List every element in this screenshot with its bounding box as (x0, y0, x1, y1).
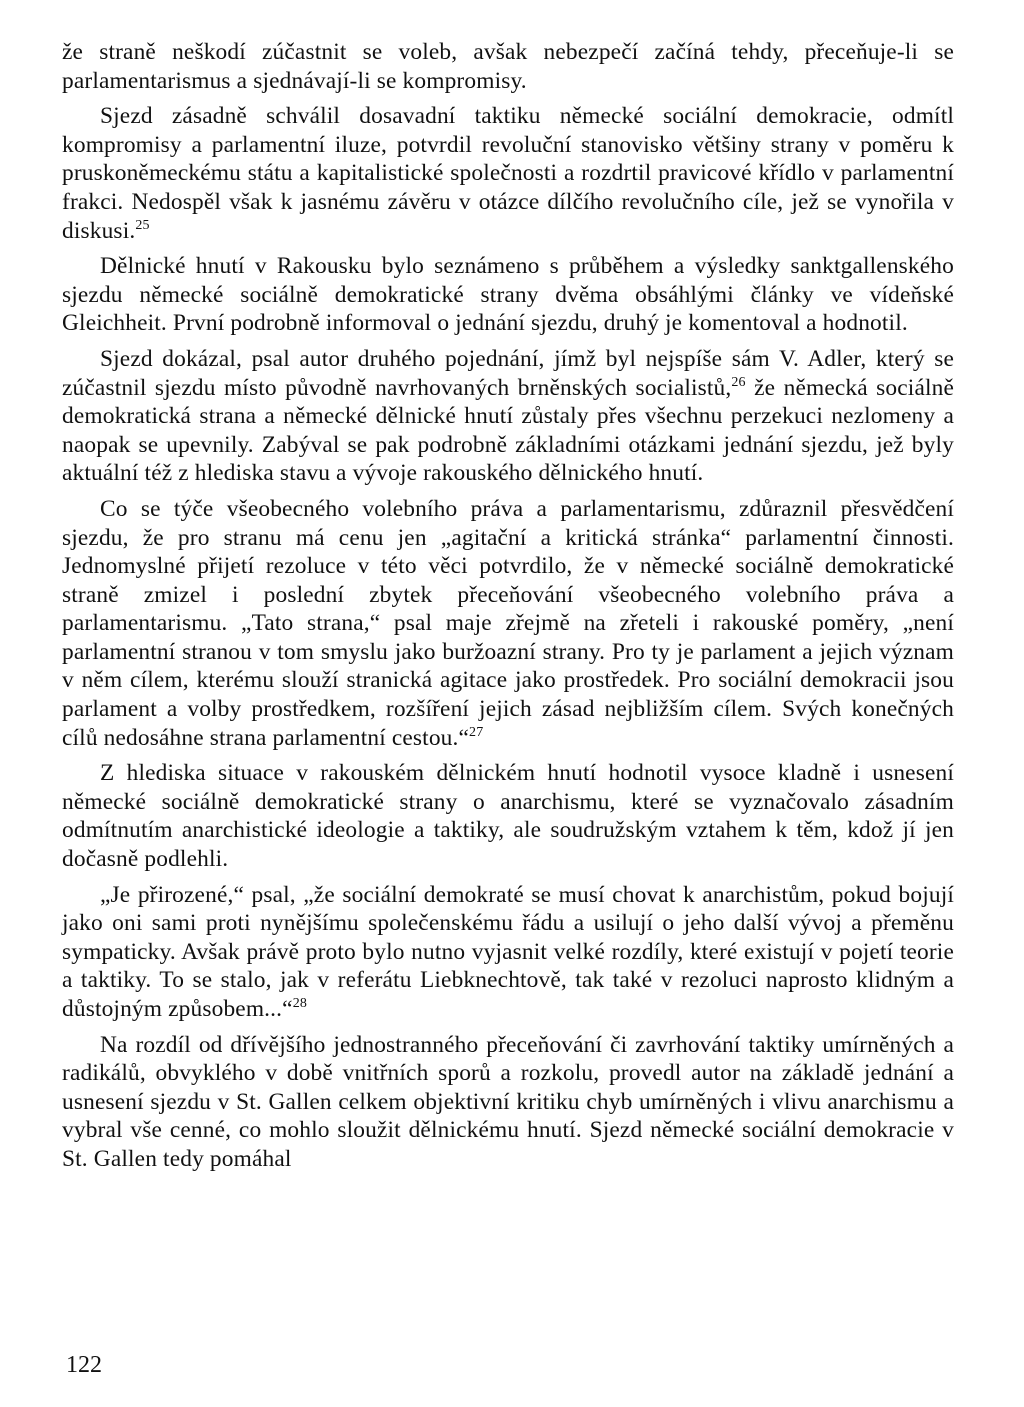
footnote-marker-27: 27 (469, 724, 484, 740)
footnote-marker-26: 26 (731, 374, 746, 390)
paragraph-1-text: že straně neškodí zúčastnit se voleb, avšak nebezpečí začíná tehdy, přeceňuje-li se parlamentarismus a sjednávají-li se kompromisy. (62, 39, 954, 94)
paragraph-3-text: Dělnické hnutí v Rakousku bylo seznámeno s průběhem a výsledky sanktgallenského sjezdu německé sociálně demokratické strany dvěma obsáhlými články ve vídeňské Gleichheit. První podrobně informoval o jednání sjezdu, druhý je komentoval a hodnotil. (62, 253, 954, 337)
paragraph-5 (62, 495, 954, 752)
paragraph-6-text: Z hlediska situace v rakouském dělnickém hnutí hodnotil vysoce kladně i usnesení německé sociálně demokratické strany o anarchismu, které se vyznačovalo zásadním odmítnutím anarchistické ideologie a taktiky, ale soudružským vztahem k těm, kdož jí jen dočasně podlehli. (62, 760, 954, 873)
paragraph-8-text: Na rozdíl od dřívějšího jednostranného přeceňování či zavrhování taktiky umírněných a radikálů, obvyklého v době vnitřních sporů a rozkolu, provedl autor na základě jednání a usnesení sjezdu v St. Gallen celkem objektivní kritiku chyb umírněných i vlivu anarchismu a vybral vše cenné, co mohlo sloužit dělnickému hnutí. Sjezd německé sociální demokracie v St. Gallen tedy pomáhal (62, 1031, 954, 1172)
page-body (62, 38, 954, 1181)
footnote-marker-28: 28 (292, 996, 307, 1012)
paragraph-4-text-after: že německá sociálně demokratická strana a německé dělnické hnutí zůstaly přes všechnu perzekuci nezlomeny a naopak se upevnily. Zabýval se pak podrobně základními otázkami jednání sjezdu, jež byly aktuální též z hlediska stavu a vývoje rakouského dělnického hnutí. (62, 374, 954, 487)
paragraph-3 (62, 252, 954, 338)
paragraph-5-text: Co se týče všeobecného volebního práva a parlamentarismu, zdůraznil přesvědčení sjezdu, že pro stranu má cenu jen „agitační a kritická stránka“ parlamentní činnosti. Jednomyslné přijetí rezoluce v této věci potvrdilo, že v německé sociálně demokratické straně zmizel i poslední zbytek přeceňování všeobecného volebního práva a parlamentarismu. „Tato strana,“ psal maje zřejmě na zřeteli i rakouské poměry, „není parlamentní stranou v tom smyslu jako buržoazní strany. Pro ty je parlament a jejich význam v něm cílem, kterému slouží stranická agitace jako prostředek. Pro sociální demokracii jsou parlament a volby prostředkem, rozšíření jejich zásad nejbližším cílem. Svých konečných cílů nedosáhne strana parlamentní cestou.“ (62, 495, 954, 751)
paragraph-2 (62, 102, 954, 245)
page-number: 122 (66, 1352, 102, 1378)
paragraph-6 (62, 759, 954, 873)
paragraph-1 (62, 38, 954, 95)
paragraph-4-text-before: Sjezd dokázal, psal autor druhého pojednání, jímž byl nejspíše sám V. Adler, který se zúčastnil sjezdu místo původně navrhovaných brněnských socialistů, (62, 345, 954, 401)
paragraph-8 (62, 1031, 954, 1174)
paragraph-4 (62, 345, 954, 488)
paragraph-7 (62, 881, 954, 1024)
footnote-marker-25: 25 (135, 217, 150, 233)
paragraph-7-text: „Je přirozené,“ psal, „že sociální demokraté se musí chovat k anarchistům, pokud bojují jako oni sami proti nynějšímu společenskému řádu a usilují o jeho další vývoj a přeměnu sympaticky. Avšak právě proto bylo nutno vyjasnit velké rozdíly, které existují v pojetí teorie a taktiky. To se stalo, jak v referátu Liebknechtově, tak také v rezoluci naprosto klidným a důstojným způsobem...“ (62, 881, 954, 1022)
paragraph-2-text: Sjezd zásadně schválil dosavadní taktiku německé sociální demokracie, odmítl kompromisy a parlamentní iluze, potvrdil revoluční stanovisko většiny strany v poměru k pruskoněmeckému státu a kapitalistické společnosti a rozdrtil pravicové křídlo v parlamentní frakci. Nedospěl však k jasnému závěru v otázce dílčího revolučního cíle, jež se vynořila v diskusi. (62, 103, 954, 244)
